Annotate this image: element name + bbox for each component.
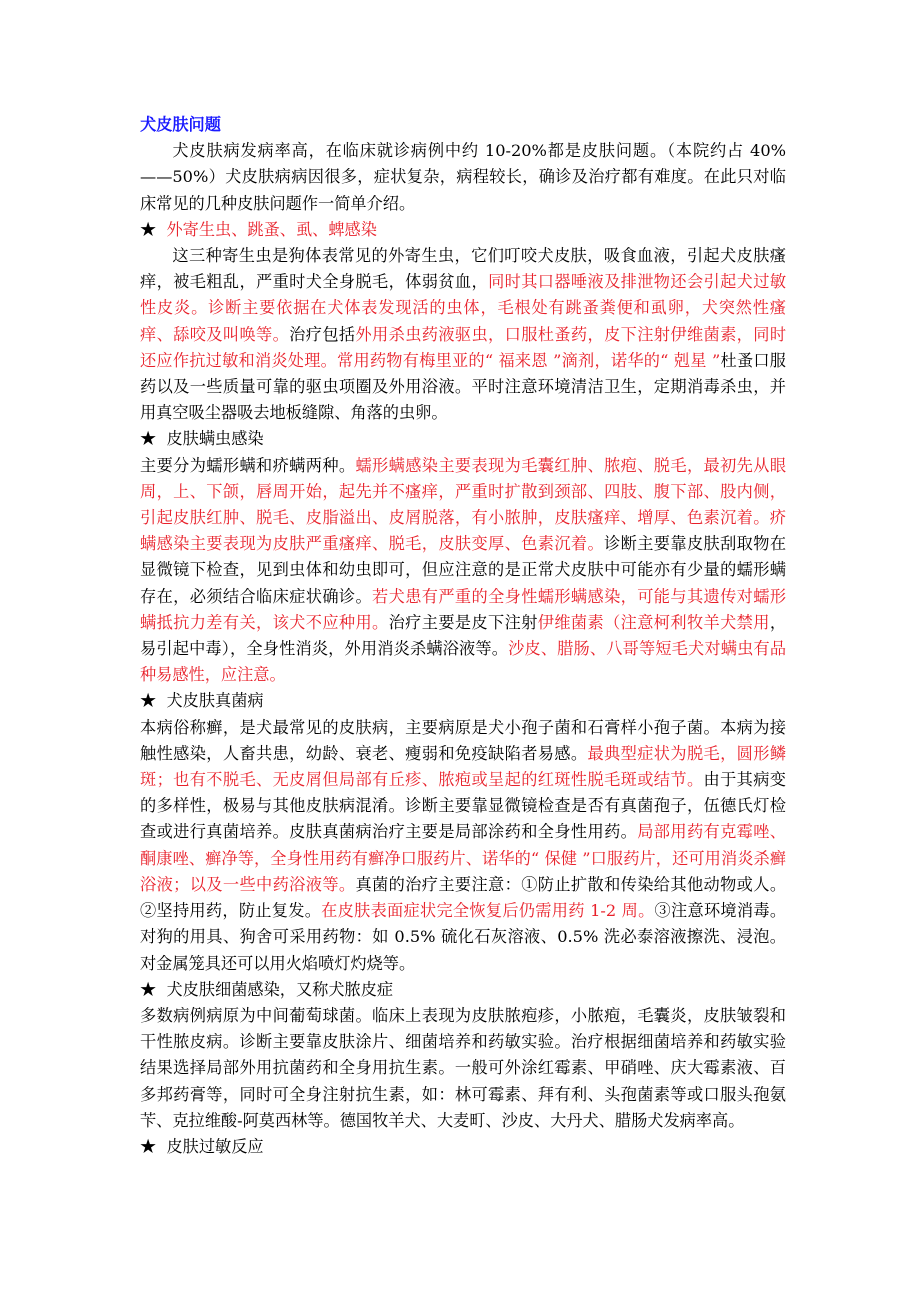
- section-body: [140, 243, 786, 426]
- section-heading: [140, 217, 786, 243]
- section-heading-text: 外寄生虫、跳蚤、虱、蜱感染: [166, 219, 377, 239]
- body-text: 这三种寄生虫是狗体表常见的外寄生虫，它们叮咬犬皮肤，吸食血液，引起犬皮肤瘙痒，被毛粗乱，严重时犬全身脱毛，体弱贫血，: [140, 246, 786, 292]
- highlighted-text: 局部用药有克霉唑、酮康唑、癣净等，全身性用药有癣净口服药片、诺华的“ 保健 ”口服药片，还可用消炎杀癣浴液；以及一些中药浴液等。: [140, 822, 786, 894]
- body-text: 由于其病变的多样性，极易与其他皮肤病混淆。诊断主要靠显微镜检查是否有真菌孢子，伍德氏灯检查或进行真菌培养。皮肤真菌病治疗主要是局部涂药和全身性用药。: [140, 770, 786, 842]
- star-icon: ★: [140, 691, 157, 711]
- highlighted-text: 伊维菌素（注意柯利牧羊犬禁用: [537, 612, 770, 632]
- star-icon: ★: [140, 1136, 157, 1156]
- highlighted-text: 在皮肤表面症状完全恢复后仍需用药 1-2 周。: [321, 901, 655, 921]
- highlighted-text: 外用杀虫药液驱虫，口服杜蚤药，皮下注射伊维菌素，同时 还应作抗过敏和消炎处理。常用药物有梅里亚的“ 福来恩 ”滴剂，诺华的“ 剋星 ”: [140, 324, 787, 370]
- section-body: [140, 715, 786, 977]
- star-icon: ★: [140, 429, 157, 449]
- section-heading-text: 犬皮肤细菌感染，又称犬脓皮症: [166, 979, 394, 999]
- body-text: 杜蚤口服药以及一些质量可靠的驱虫项圈及外用浴液。平时注意环境清洁卫生，定期消毒杀虫，并用真空吸尘器吸去地板缝隙、角落的虫卵。: [140, 350, 786, 423]
- body-text: ③注意环境消毒。对狗的用具、狗舍可采用药物：如 0.5% 硫化石灰溶液、0.5% 洗必泰溶液擦洗、浸泡。对金属笼具还可以用火焰喷灯灼烧等。: [140, 901, 787, 973]
- section-heading-text: 犬皮肤真菌病: [166, 691, 264, 711]
- intro-paragraph: 犬皮肤病发病率高，在临床就诊病例中约 10-20%都是皮肤问题。（本院约占 40%——50%）犬皮肤病病因很多，症状复杂，病程较长，确诊及治疗都有难度。在此只对临床常见的几种皮肤问题作一简单介绍。: [140, 141, 786, 213]
- body-text: ，易引起中毒），全身性消炎，外用消炎杀螨浴液等。: [140, 612, 787, 659]
- sections-container: [140, 217, 786, 1160]
- highlighted-text: 沙皮、腊肠、八哥等短毛犬对螨虫有品种易感性，应注意。: [140, 639, 787, 685]
- body-text: 治疗包括: [289, 324, 356, 344]
- section-heading: [140, 688, 786, 714]
- section-heading-text: 皮肤过敏反应: [166, 1136, 264, 1156]
- highlighted-text: 蠕形螨感染主要表现为毛囊红肿、脓疱、脱毛，最初先从眼周，上、下颌，唇周开始，起先并不瘙痒，严重时扩散到颈部、四肢、腹下部、股内侧，引起皮肤红肿、脱毛、皮脂溢出、皮屑脱落，有小脓肿，皮肤瘙痒、增厚、色素沉着。疥螨感染主要表现为皮肤严重瘙痒、脱毛，皮肤变厚、色素沉着。: [140, 455, 787, 554]
- body-text: 治疗主要是皮下注射: [388, 612, 538, 632]
- highlighted-text: 同时其口器唾液及排泄物还会引起犬过敏性皮炎。诊断主要依据在犬体表发现活的虫体，毛根处有跳蚤粪便和虱卵，犬突然性瘙痒、舔咬及叫唤等。: [140, 272, 787, 344]
- body-text: 多数病例病原为中间葡萄球菌。临床上表现为皮肤脓疱疹，小脓疱，毛囊炎，皮肤皱裂和干性脓皮病。诊断主要靠皮肤涂片、细菌培养和药敏实验。治疗根据细菌培养和药敏实验结果选择局部外用抗菌药和全身用抗生素。一般可外涂红霉素、甲硝唑、庆大霉素液、百多邦药膏等，同时可全身注射抗生素，如：林可霉素、拜有利、头孢菌素等或口服头孢氨苄、克拉维酸-阿莫西林等。德国牧羊犬、大麦町、沙皮、大丹犬、腊肠犬发病率高。: [140, 1005, 786, 1130]
- section-heading: [140, 1134, 786, 1160]
- section-heading: [140, 977, 786, 1003]
- star-icon: ★: [140, 219, 157, 239]
- highlighted-text: 最典型症状为脱毛，圆形鳞斑；也有不脱毛、无皮屑但局部有丘疹、脓疱或呈起的红斑性脱毛斑或结节。: [140, 743, 787, 790]
- section-heading: [140, 426, 786, 452]
- document-title: 犬皮肤问题: [140, 115, 221, 134]
- document-page: [140, 112, 786, 1160]
- highlighted-text: 若犬患有严重的全身性蠕形螨感染，可能与其遗传对蠕形螨抵抗力差有关，该犬不应种用。: [140, 586, 787, 632]
- star-icon: ★: [140, 979, 157, 999]
- body-text: 诊断主要靠皮肤刮取物在显微镜下检查，见到虫体和幼虫即可，但应注意的是正常犬皮肤中可能亦有少量的蠕形螨存在，必须结合临床症状确诊。: [140, 534, 787, 606]
- section-body: [140, 453, 786, 689]
- section-heading-text: 皮肤螨虫感染: [166, 429, 264, 449]
- section-body: [140, 1003, 786, 1134]
- body-text: 主要分为蠕形螨和疥螨两种。: [140, 455, 356, 475]
- body-text: 真菌的治疗主要注意：①防止扩散和传染给其他动物或人。②坚持用药，防止复发。: [140, 874, 787, 921]
- body-text: 本病俗称癣，是犬最常见的皮肤病，主要病原是犬小孢子菌和石膏样小孢子菌。本病为接触性感染，人畜共患，幼龄、衰老、瘦弱和免疫缺陷者易感。: [140, 717, 786, 763]
